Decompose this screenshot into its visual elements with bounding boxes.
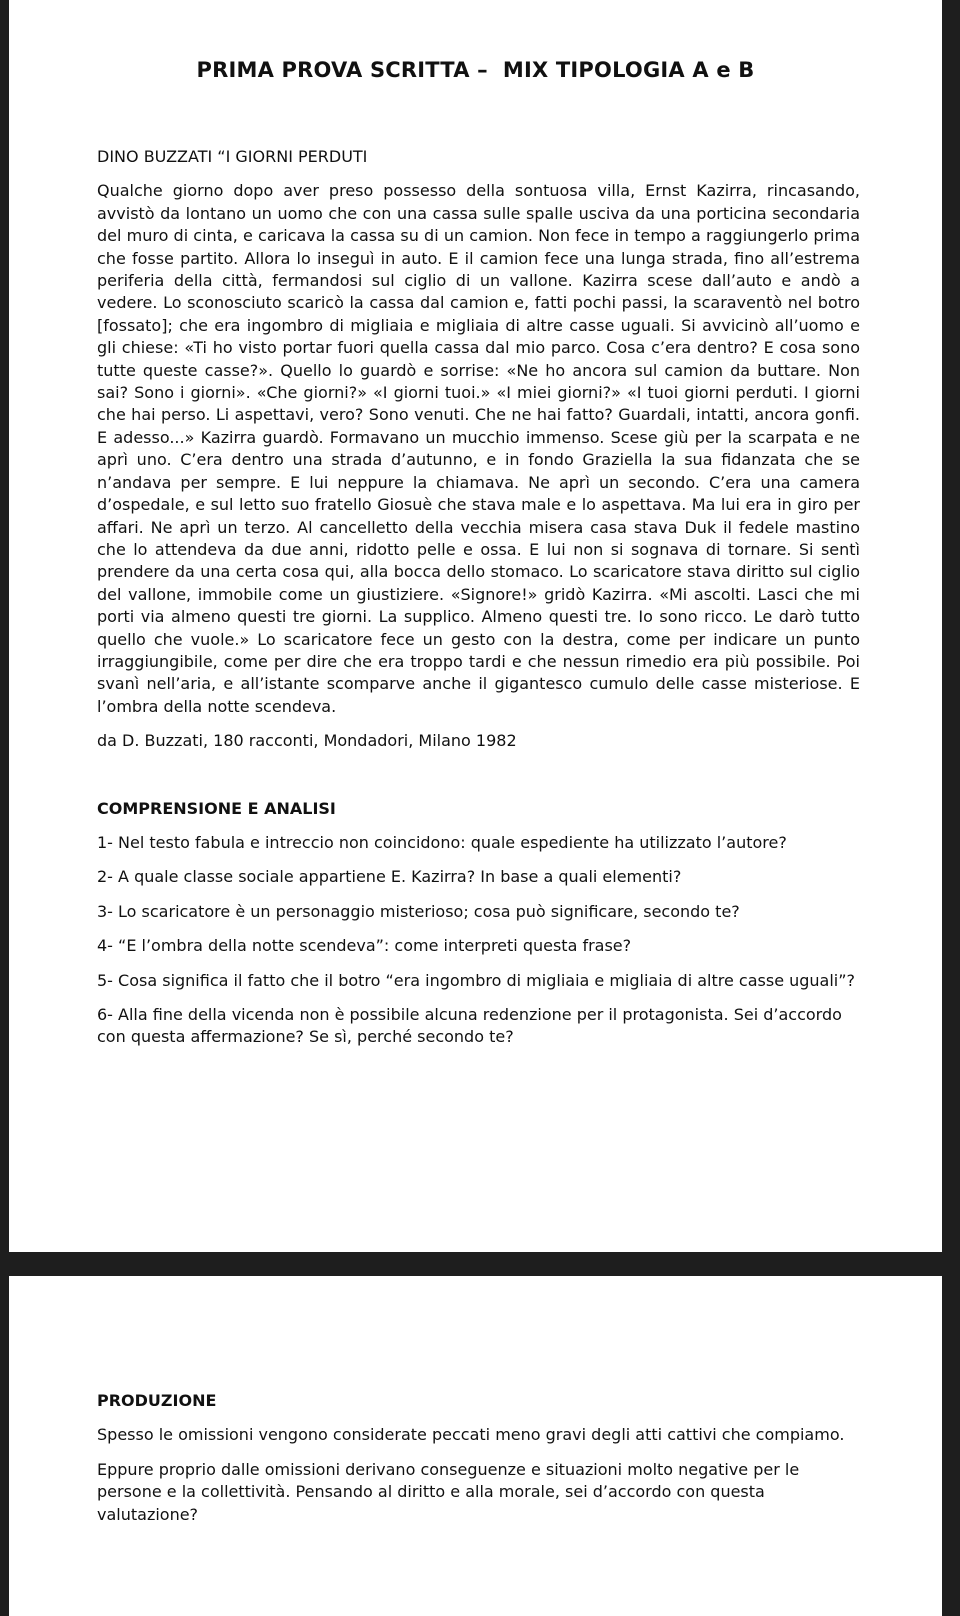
source-citation: da D. Buzzati, 180 racconti, Mondadori, Milano 1982 (97, 731, 517, 751)
production-paragraph: Eppure proprio dalle omissioni derivano conseguenze e situazioni molto negative per le persone e la collettività. Pensando al diritto e alla morale, sei d’accordo con questa valutazione? (97, 1459, 800, 1524)
story-text: Qualche giorno dopo aver preso possesso della sontuosa villa, Ernst Kazirra, rincasando, avvistò da lontano un uomo che con una cassa sulle spalle usciva da una porticina secondaria del muro di cinta, e caricava la cassa su di un camion. Non fece in tempo a raggiungerlo prima che fosse partito. Allora lo inseguì in auto. E il camion fece una lunga strada, fino all’estrema periferia della città, fermandosi sul ciglio di un vallone. Kazirra scese dall’auto e andò a vedere. Lo sconosciuto scaricò la cassa dal camion e, fatti pochi passi, la scaraventò nel botro [fossato]; che era ingombro di migliaia e migliaia di altre casse uguali. Si avvicinò all’uomo e gli chiese: «Ti ho visto portar fuori quella cassa dal mio parco. Cosa c’era dentro? E cosa sono tutte queste casse?». Quello lo guardò e sorrise: «Ne ho ancora sul camion da buttare. Non sai? Sono i giorni». «Che giorni?» «I giorni tuoi.» «I miei giorni?» «I tuoi giorni perduti. I giorni che hai perso. Li aspettavi, vero? Sono venuti. Che ne hai fatto? Guardali, intatti, ancora gonfi. E adesso...» Kazirra guardò. Formavano un mucchio immenso. Scese giù per la scarpata e ne aprì uno. C’era dentro una strada d’autunno, e in fondo Graziella la sua fidanzata che se n’andava per sempre. E lui neppure la chiamava. Ne aprì un secondo. C’era una camera d’ospedale, e sul letto suo fratello Giosuè che stava male e lo aspettava. Ma lui era in giro per affari. Ne aprì un terzo. Al cancelletto della vecchia misera casa stava Duk il fedele mastino che lo attendeva da due anni, ridotto pelle e ossa. E lui non si sognava di tornare. Si sentì prendere da una certa cosa qui, alla bocca dello stomaco. Lo scaricatore stava diritto sul ciglio del vallone, immobile come un giustiziere. «Signore!» gridò Kazirra. «Mi ascolti. Lasci che mi porti via almeno questi tre giorni. La supplico. Almeno questi tre. Io sono ricco. Le darò tutto quello che vuole.» Lo scaricatore fece un gesto con la destra, come per indicare un punto irraggiungibile, come per dire che era troppo tardi e che nessun rimedio era più possibile. Poi svanì nell’aria, e all’istante scomparve anche il gigantesco cumulo delle casse misteriose. E l’ombra della notte scendeva. (97, 181, 860, 716)
question-item: 3- Lo scaricatore è un personaggio misterioso; cosa può significare, secondo te? (97, 901, 740, 921)
text-heading: DINO BUZZATI “I GIORNI PERDUTI (97, 147, 368, 166)
page-1-content (97, 146, 860, 1061)
question-item: 2- A quale classe sociale appartiene E. Kazirra? In base a quali elementi? (97, 867, 682, 887)
comprehension-heading: COMPRENSIONE E ANALISI (97, 798, 336, 818)
viewer-edge (942, 0, 960, 1616)
question-item: 5- Cosa significa il fatto che il botro “era ingombro di migliaia e migliaia di altre casse uguali”? (97, 970, 856, 990)
comprehension-section (97, 798, 860, 1049)
page-title: PRIMA PROVA SCRITTA – MIX TIPOLOGIA A e B (196, 58, 755, 82)
production-section (97, 1390, 860, 1538)
production-paragraph: Spesso le omissioni vengono considerate peccati meno gravi degli atti cattivi che compiamo. (97, 1425, 845, 1445)
document-page-2 (9, 1276, 942, 1616)
question-item: 4- “E l’ombra della notte scendeva”: come interpreti questa frase? (97, 936, 632, 956)
question-item: 1- Nel testo fabula e intreccio non coincidono: quale espediente ha utilizzato l’autore? (97, 832, 787, 852)
production-heading: PRODUZIONE (97, 1391, 217, 1410)
question-item: 6- Alla fine della vicenda non è possibile alcuna redenzione per il protagonista. Sei d’accordo con questa affermazione? Se sì, perché secondo te? (97, 1005, 842, 1047)
document-page-1 (9, 0, 942, 1252)
